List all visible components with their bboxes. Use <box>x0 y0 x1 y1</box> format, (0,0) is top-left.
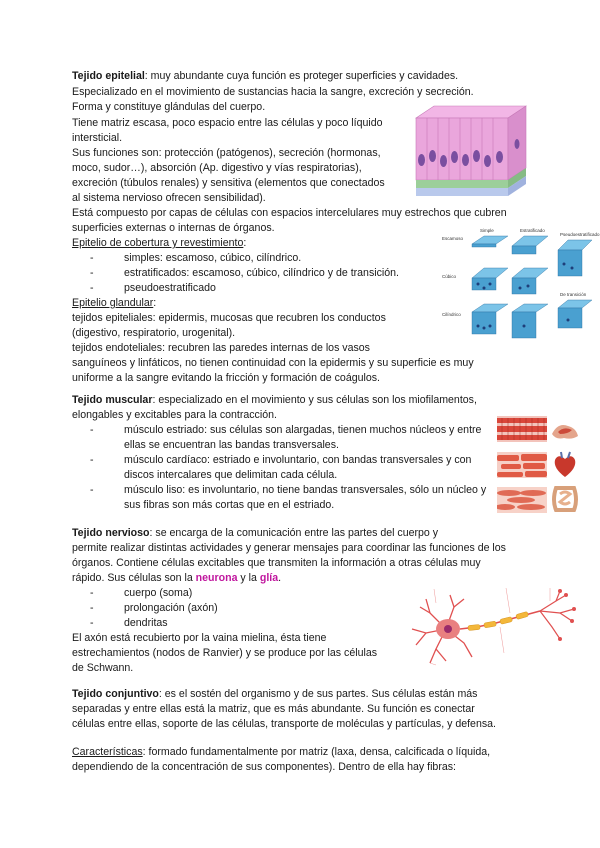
muscular-item-cont: discos intercalares que delimitan cada célula. <box>124 469 338 481</box>
epitelial-matriz-line1: Tiene matriz escasa, poco espacio entre las células y poco líquido <box>72 117 383 129</box>
nervioso-intro-line1: Tejido nervioso: se encarga de la comunicación entre las partes del cuerpo y <box>72 527 439 539</box>
caracteristicas-line2: dependiendo de la concentración de sus componentes). Dentro de ella hay fibras: <box>72 761 456 773</box>
cardiac-muscle-image <box>497 452 547 478</box>
neuron-diagram <box>400 583 590 675</box>
cobertura-item: - simples: escamoso, cúbico, cilíndrico. <box>90 252 302 264</box>
epitelial-funciones-line2: moco, sudor…), absorción (Ap. digestivo y vías respiratorias), <box>72 162 362 174</box>
axon-line1: El axón está recubierto por la vaina mielina, ésta tiene <box>72 632 327 644</box>
axon-line2: estrechamientos (nodos de Ranvier) y se produce por las células <box>72 647 378 659</box>
svg-text:Simple: Simple <box>480 228 494 233</box>
muscular-intro-line1: Tejido muscular: especializado en el movimiento y sus células son los miofilamentos, <box>72 394 477 406</box>
epitelial-funciones-line1: Sus funciones son: protección (patógenos), secreción (hormonas, <box>72 147 381 159</box>
epithelium-illustration <box>408 104 528 202</box>
neurona-term: neurona <box>195 572 238 584</box>
muscular-item-cont: sus fibras son más cortas que en el estriado. <box>124 499 335 511</box>
glandular-line2: (digestivo, respiratorio, urogenital). <box>72 327 236 339</box>
caracteristicas-heading: Características <box>72 746 143 758</box>
epitelial-matriz-line2: intersticial. <box>72 132 123 144</box>
glandular-line1: tejidos epiteliales: epidermis, mucosas que recubren los conductos <box>72 312 386 324</box>
smooth-muscle-image <box>497 487 547 513</box>
muscular-item: - músculo estriado: sus células son alargadas, tienen muchos núcleos y entre <box>90 424 482 436</box>
svg-text:Cúbico: Cúbico <box>442 274 457 279</box>
cobertura-heading: Epitelio de cobertura y revestimiento: <box>72 237 247 249</box>
conjuntivo-title: Tejido conjuntivo <box>72 688 159 700</box>
nervioso-title: Tejido nervioso <box>72 527 150 539</box>
epitelial-intro-line2: Especializado en el movimiento de sustancias hacia la sangre, excreción y secreción. <box>72 86 474 98</box>
muscular-item: - músculo liso: es involuntario, no tiene bandas transversales, sólo un núcleo y <box>90 484 487 496</box>
muscular-item-cont: ellas se encuentran las bandas transversales. <box>124 439 339 451</box>
nervioso-item: - prolongación (axón) <box>90 602 218 614</box>
arm-muscle-icon <box>550 418 580 442</box>
svg-text:Escamoso: Escamoso <box>442 236 464 241</box>
conjuntivo-intro-line3: células entre ellas, soporte de las células, transporte de moléculas y partículas, y defensa. <box>72 718 496 730</box>
skeletal-muscle-image <box>497 416 547 442</box>
epitelial-capas-line1: Está compuesto por capas de células con espacios intercelulares muy estrechos que cubren <box>72 207 507 219</box>
svg-text:Pseudoestratificado: Pseudoestratificado <box>560 232 600 237</box>
endotelial-line2: sanguíneos y linfáticos, no tienen continuidad con la epidermis y su superficie es muy <box>72 357 474 369</box>
heart-icon <box>550 450 580 480</box>
cobertura-item: - pseudoestratificado <box>90 282 216 294</box>
svg-text:De transición: De transición <box>560 292 587 297</box>
glia-term: glía <box>259 572 279 584</box>
glandular-heading: Epitelio glandular: <box>72 297 157 309</box>
cobertura-item: - estratificados: escamoso, cúbico, cilíndrico y de transición. <box>90 267 399 279</box>
epitelial-funciones-line3: excreción (túbulos renales) y sensitiva (elementos que conectados <box>72 177 385 189</box>
intestine-icon <box>550 484 580 514</box>
nervioso-intro-line3: órganos. Contiene células excitables que transmiten la información a otras células muy <box>72 557 481 569</box>
axon-line3: de Schwann. <box>72 662 134 674</box>
epithelium-types-diagram <box>440 226 600 348</box>
muscular-item: - músculo cardíaco: estriado e involuntario, con bandas transversales y con <box>90 454 472 466</box>
endotelial-line1: tejidos endoteliales: recubren las paredes internas de los vasos <box>72 342 370 354</box>
conjuntivo-intro-line1: Tejido conjuntivo: es el sostén del organismo y de sus partes. Sus células están más <box>72 688 478 700</box>
muscular-title: Tejido muscular <box>72 394 153 406</box>
epitelial-capas-line2: superficies externas o internas de órganos. <box>72 222 275 234</box>
epitelial-intro-line3: Forma y constituye glándulas del cuerpo. <box>72 101 266 113</box>
caracteristicas-line1: Características: formado fundamentalmente por matriz (laxa, densa, calcificada o líquida, <box>72 746 491 758</box>
conjuntivo-intro-line2: separadas y entre ellas está la matriz, que es más abundante. Su función es conectar <box>72 703 475 715</box>
svg-text:Cilíndrico: Cilíndrico <box>442 312 461 317</box>
nervioso-intro-line4: rápido. Sus células son la neurona y la glía. <box>72 572 282 584</box>
epitelial-funciones-line4: al sistema nervioso ofrecen sensibilidad). <box>72 192 266 204</box>
nervioso-item: - dendritas <box>90 617 168 629</box>
svg-text:Estratificado: Estratificado <box>520 228 545 233</box>
nervioso-item: - cuerpo (soma) <box>90 587 193 599</box>
nervioso-intro-line2: permite realizar distintas actividades y generar mensajes para coordinar las funciones de los <box>72 542 506 554</box>
epitelial-title: Tejido epitelial <box>72 70 145 82</box>
muscular-intro-line2: elongables y excitables para la contracción. <box>72 409 277 421</box>
endotelial-line3: uniforme a la sangre evitando la fricción y formación de coágulos. <box>72 372 380 384</box>
epitelial-intro-line1: Tejido epitelial: muy abundante cuya función es proteger superficies y cavidades. <box>72 70 459 82</box>
